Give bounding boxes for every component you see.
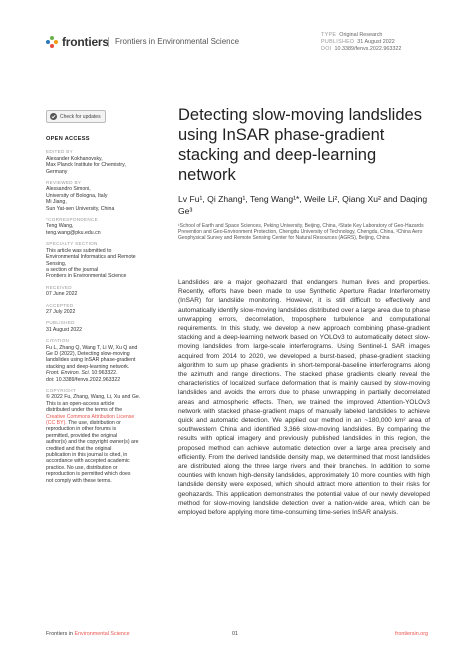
reviewer-line: Alessandro Simoni,: [46, 186, 91, 193]
published-date: 31 August 2022: [46, 326, 83, 333]
copyright-line: publication in this journal is cited, in: [46, 452, 128, 459]
frontiers-logo-icon: [46, 36, 58, 48]
editor-line: Alexander Kokhanovsky,: [46, 155, 103, 162]
footer-journal-prefix: Frontiers in: [46, 631, 75, 637]
accepted-date: 27 July 2022: [46, 308, 76, 315]
doi-value[interactable]: 10.3389/fenvs.2022.963322: [334, 46, 402, 53]
logo-text: frontiers: [62, 35, 109, 49]
open-access-label: OPEN ACCESS: [46, 136, 90, 142]
specialty-line: Frontiers in Environmental Science: [46, 273, 127, 280]
copyright-line: credited and that the original: [46, 445, 112, 452]
copyright-line: © 2022 Fu, Zhang, Wang, Li, Xu and Ge.: [46, 394, 141, 401]
citation-ref: 10:963322.: [90, 370, 118, 377]
citation-line: stacking and deep-learning network.: [46, 363, 130, 370]
correspondence-email[interactable]: teng.wang@pku.edu.cn: [46, 229, 101, 236]
received-label: RECEIVED: [46, 284, 72, 290]
license-link[interactable]: Creative Commons Attribution License: [46, 413, 135, 420]
copyright-line: author(s) and the copyright owner(s) are: [46, 439, 139, 446]
citation-line: landslides using InSAR phase-gradient: [46, 357, 136, 364]
article-sidebar: [46, 136, 164, 484]
author-list[interactable]: Lv Fu¹, Qi Zhang¹, Teng Wang¹*, Weile Li², Qiang Xu² and Daqing Ge³: [178, 194, 428, 216]
page-number: 01: [232, 631, 238, 637]
citation-line: Fu L, Zhang Q, Wang T, Li W, Xu Q and: [46, 344, 138, 351]
correspondence-name: Teng Wang,: [46, 223, 74, 230]
doi-label: DOI: [321, 46, 332, 53]
frontiers-logo[interactable]: [46, 35, 109, 49]
copyright-line: reproduction in other forums is: [46, 426, 117, 433]
published-label: PUBLISHED: [321, 39, 355, 46]
copyright-line: distributed under the terms of the: [46, 407, 123, 414]
affiliations: ¹School of Earth and Space Sciences, Peking University, Beijing, China, ²State Key Laboratory of Geo-Hazards Prevention and Geo-Environment Protection, Chengdu University of Technology, Chengdu, China, ³China Aero Geophysical Survey and Remote Sensing Center for Natural Resources (AGRS), Beijing, China: [178, 223, 424, 242]
type-value: Original Research: [339, 32, 383, 38]
specialty-line: a section of the journal: [46, 266, 99, 273]
article-title: Detecting slow-moving landslides using InSAR phase-gradient stacking and deep-learning network: [178, 106, 422, 184]
footer-website-link[interactable]: frontiersin.org: [395, 631, 428, 637]
copyright-line: practice. No use, distribution or: [46, 464, 118, 471]
type-label: TYPE: [321, 32, 337, 38]
received-date: 07 June 2022: [46, 291, 78, 298]
footer-journal-name: Environmental Science: [74, 631, 130, 637]
check-updates-icon: [50, 113, 57, 120]
copyright-line: reproduction is permitted which does: [46, 471, 131, 478]
reviewer-line: Mi Jiang,: [46, 199, 67, 206]
copyright-line: not comply with these terms.: [46, 477, 112, 484]
copyright-line: permitted, provided the original: [46, 432, 118, 439]
copyright-line: accordance with accepted academic: [46, 458, 130, 465]
specialty-line: Sensing,: [46, 260, 67, 267]
citation-doi[interactable]: doi: 10.3389/fenvs.2022.963322: [46, 376, 121, 383]
copyright-label: COPYRIGHT: [46, 388, 77, 393]
copyright-text: The use, distribution or: [68, 420, 121, 427]
editor-line: Germany: [46, 168, 68, 175]
check-for-updates-button[interactable]: [46, 110, 106, 123]
check-updates-label: Check for updates: [60, 113, 101, 120]
abstract-text: Landslides are a major geohazard that endangers human lives and properties. Recently, efforts have been made to use Synthetic Aperture Radar Interferometry (InSAR) for landslide monitoring. However, it is still difficult to effectively and automatically identify slow-moving landslides distributed over a large area due to phase unwrapping errors, decorrelation, troposphere turbulence and computational requirements. In this study, we develop a new approach combining phase-gradient stacking and a deep-learning network based on YOLOv3 to automatically detect slow-moving landslides from large-scale interferograms. Using Sentinel-1 SAR images acquired from 2014 to 2020, we developed a burst-based, phase-gradient stacking algorithm to sum up phase gradients in short-temporal-baseline interferograms along the azimuth and range directions. The stacked phase gradients clearly reveal the characteristics of localized surface deformation that is mainly caused by slow-moving landslides and avoids the errors due to phase unwrapping in partially decorrelated areas and atmospheric effects. Then, we trained the improved Attention-YOLOv3 network with stacked phase-gradient maps of manually labeled landslides to achieve quick and automatic detection. We applied our method in an ~180,000 km² area of southwestern China and identified 3,366 slow-moving landslides. By comparing the results with optical imagery and previously published landslides in this region, the proposed method can achieve automatic detection over a large area precisely and efficiently. From the derived landslide density map, we determined that most landslides are distributed along the three large rivers and their branches. In addition to some counties with known high-density landslides, approximately 10 more counties with high landslide density were exposed, which should attract more attention to their risks for geohazards. This application demonstrates the potential value of our newly developed method for slow-moving landslide detection over a nation-wide area, which can be employed before applying more time-consuming time-series InSAR analysis.: [178, 279, 430, 517]
specialty-line: This article was submitted to: [46, 247, 112, 254]
accepted-label: ACCEPTED: [46, 302, 74, 308]
specialty-section-label: SPECIALTY SECTION: [46, 241, 98, 247]
copyright-line: This is an open-access article: [46, 400, 115, 407]
license-link-short[interactable]: (CC BY).: [46, 420, 67, 427]
reviewer-line: University of Bologna, Italy: [46, 192, 108, 199]
published-label: PUBLISHED: [46, 320, 75, 326]
reviewer-line: Sun Yat-sen University, China: [46, 205, 115, 212]
editor-line: Max Planck Institute for Chemistry,: [46, 162, 126, 169]
footer-journal[interactable]: [46, 631, 130, 637]
article-meta: [321, 32, 401, 54]
correspondence-label: *CORRESPONDENCE: [46, 217, 98, 223]
reviewed-by-label: REVIEWED BY: [46, 180, 82, 186]
journal-name[interactable]: Frontiers in Environmental Science: [108, 37, 239, 47]
citation-journal: Front. Environ. Sci.: [46, 370, 91, 377]
edited-by-label: EDITED BY: [46, 149, 73, 155]
published-value: 31 August 2022: [357, 39, 395, 46]
citation-label: CITATION: [46, 338, 70, 344]
specialty-line: Environmental Informatics and Remote: [46, 254, 136, 261]
citation-line: Ge D (2022), Detecting slow-moving: [46, 350, 130, 357]
